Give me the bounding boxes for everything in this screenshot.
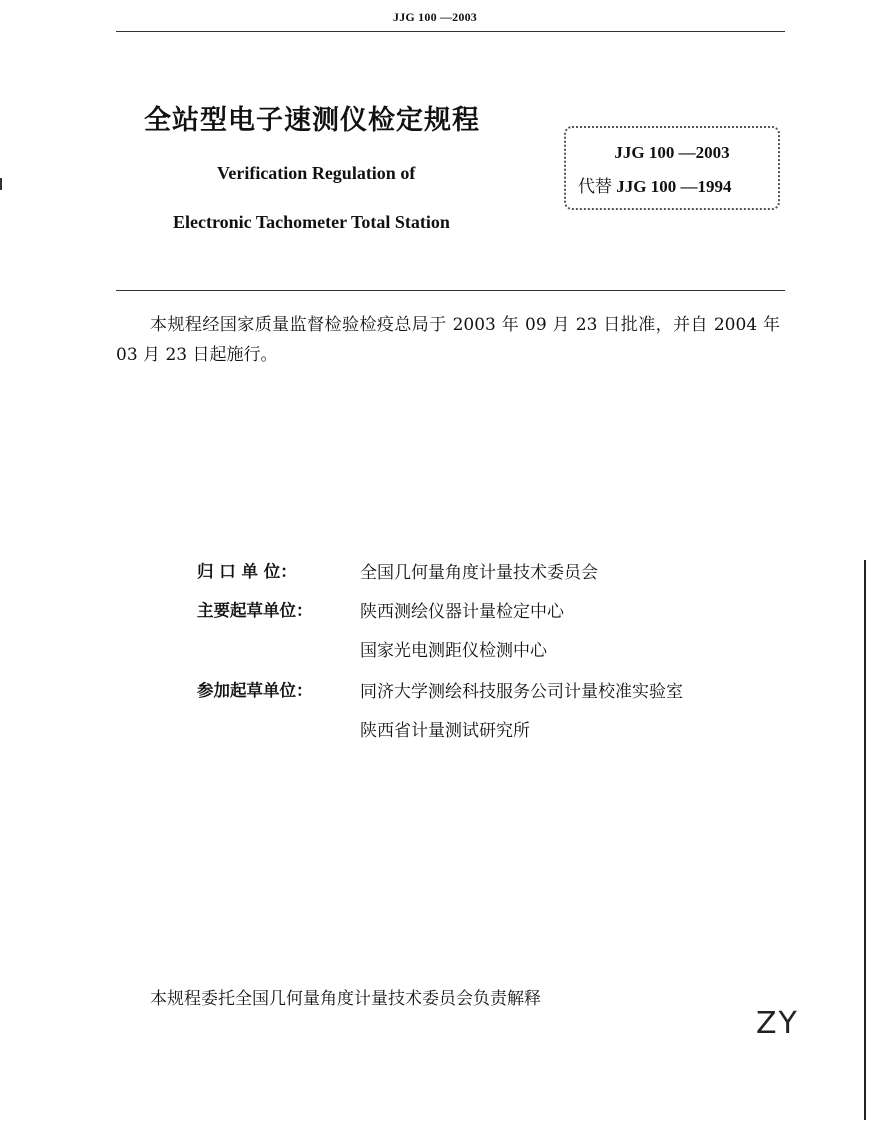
replaces-standard-code xyxy=(578,172,731,197)
header-rule xyxy=(116,31,785,32)
page-title-chinese: 全站型电子速测仪检定规程 xyxy=(144,105,480,136)
standard-code: JJG 100 —2003 xyxy=(614,143,730,162)
section-rule xyxy=(116,290,785,291)
page-title-english-line1: Verification Regulation of xyxy=(217,163,416,183)
org-label-responsible: 归 口 单 位： xyxy=(197,562,297,581)
org-value-participating-drafter-1: 同济大学测绘科技服务公司计量校准实验室 xyxy=(360,682,683,702)
interpretation-note: 本规程委托全国几何量角度计量技术委员会负责解释 xyxy=(150,989,541,1009)
approval-statement: 本规程经国家质量监督检验检疫总局于 2003 年 09 月 23 日批准，并自 2004 年 03 月 23 日起施行。 xyxy=(116,315,780,365)
org-value-main-drafter-2: 国家光电测距仪检测中心 xyxy=(360,641,547,661)
org-label-main-drafter: 主要起草单位： xyxy=(197,601,313,620)
page-title-english-line2: Electronic Tachometer Total Station xyxy=(173,212,450,232)
standard-code-box xyxy=(564,126,780,210)
org-value-responsible: 全国几何量角度计量技术委员会 xyxy=(360,563,598,583)
org-value-participating-drafter-2: 陕西省计量测试研究所 xyxy=(360,721,530,741)
scan-edge-line xyxy=(864,560,866,1120)
replaced-code: JJG 100 —1994 xyxy=(616,177,732,196)
scan-edge-tick xyxy=(0,178,2,190)
header-standard-code: JJG 100 —2003 xyxy=(393,10,477,24)
handwritten-mark: ZY xyxy=(756,1006,799,1041)
replaces-prefix: 代替 xyxy=(578,177,612,196)
org-label-participating-drafter: 参加起草单位： xyxy=(197,681,313,700)
org-value-main-drafter-1: 陕西测绘仪器计量检定中心 xyxy=(360,602,564,622)
